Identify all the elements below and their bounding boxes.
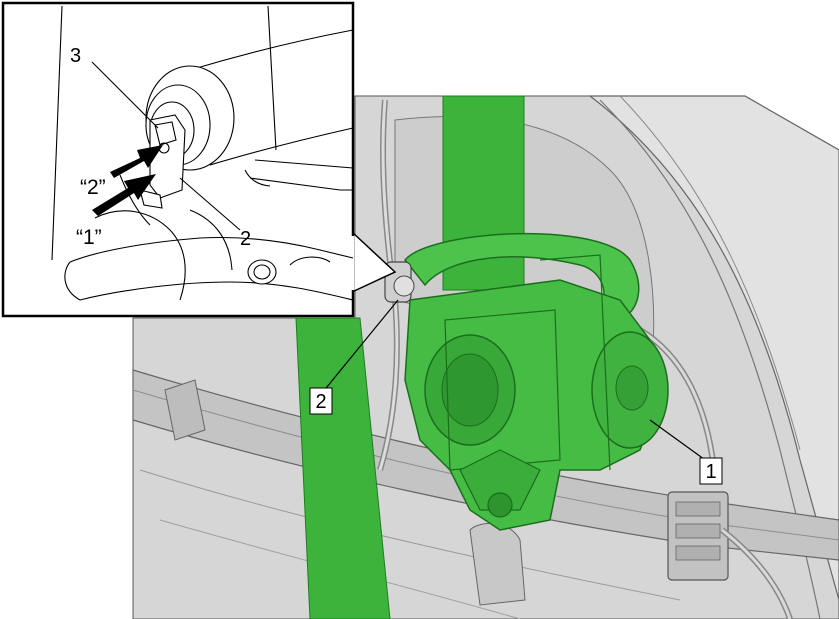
step-1-label: “1” [76,226,102,249]
step-2-label: “2” [80,176,106,199]
callout-2-main-label: 2 [315,391,327,413]
callout-3-detail: 3 [70,45,82,67]
callout-2-detail: 2 [240,228,252,250]
detail-inset [3,3,395,316]
callout-1-main-label: 1 [705,461,717,483]
